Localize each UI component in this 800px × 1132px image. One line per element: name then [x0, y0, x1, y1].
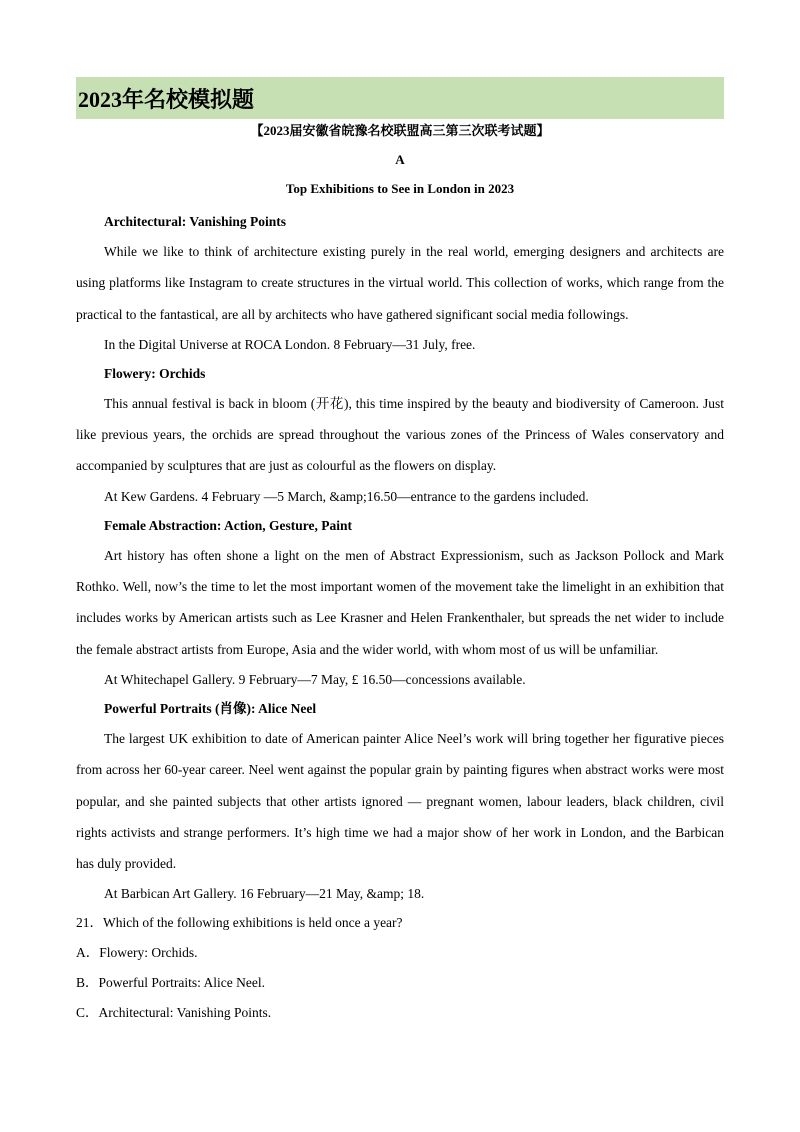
- exhibition-body: Art history has often shone a light on the men of Abstract Expressionism, such as Jackson Pollock and Mark Rothko. Well, now’s the time to let the most important women of the movement take the limelight in an exhibition that includes works by American artists such as Lee Krasner and Helen Frankenthaler, but spreads the net wider to include the female abstract artists from Europe, Asia and the wider world, with whom most of us will be unfamiliar.: [76, 547, 724, 657]
- question-stem: 21．Which of the following exhibitions is held once a year?: [76, 915, 403, 931]
- answer-option-b: B．Powerful Portraits: Alice Neel.: [76, 975, 265, 991]
- exhibition-body: This annual festival is back in bloom (开花), this time inspired by the beauty and biodiversity of Cameroon. Just like previous years, the orchids are spread throughout the various zones of the Princess of Wales conservatory and accompanied by sculptures that are just as colourful as the flowers on display.: [76, 395, 724, 474]
- exhibition-body: While we like to think of architecture existing purely in the real world, emerging designers and architects are using platforms like Instagram to create structures in the virtual world. This collection of works, which range from the practical to the fantastical, are all by architects who have gathered significant social media followings.: [76, 244, 724, 322]
- answer-option-c: C．Architectural: Vanishing Points.: [76, 1005, 272, 1021]
- exhibition-heading: Flowery: Orchids: [104, 365, 206, 381]
- section-banner: [76, 77, 724, 119]
- section-letter: A: [395, 152, 405, 167]
- exhibition-info: In the Digital Universe at ROCA London. 8 February—31 July, free.: [104, 336, 476, 352]
- passage-title: Top Exhibitions to See in London in 2023: [285, 181, 515, 196]
- document-content: [76, 120, 724, 1028]
- exhibition-heading: Architectural: Vanishing Points: [104, 214, 287, 229]
- exhibition-info: At Barbican Art Gallery. 16 February—21 May, &amp; 18.: [104, 886, 425, 902]
- answer-option-a: A．Flowery: Orchids.: [76, 945, 198, 961]
- exhibition-heading: Powerful Portraits (肖像): Alice Neel: [104, 700, 317, 716]
- exhibition-heading: Female Abstraction: Action, Gesture, Paint: [104, 517, 352, 533]
- exhibition-info: At Kew Gardens. 4 February —5 March, &amp;16.50—entrance to the gardens included.: [104, 488, 589, 504]
- exhibition-info: At Whitechapel Gallery. 9 February—7 May, £ 16.50—concessions available.: [104, 671, 526, 687]
- banner-title: 2023年名校模拟题: [78, 86, 255, 112]
- exam-source: 【2023届安徽省皖豫名校联盟高三第三次联考试题】: [250, 123, 550, 138]
- exhibition-body: The largest UK exhibition to date of American painter Alice Neel’s work will bring together her figurative pieces from across her 60-year career. Neel went against the popular grain by painting figures when abstract works were most popular, and she painted subjects that other artists ignored — pregnant women, labour leaders, black children, civil rights activists and strange performers. It’s high time we had a major show of her work in London, and the Barbican has duly provided.: [76, 730, 724, 872]
